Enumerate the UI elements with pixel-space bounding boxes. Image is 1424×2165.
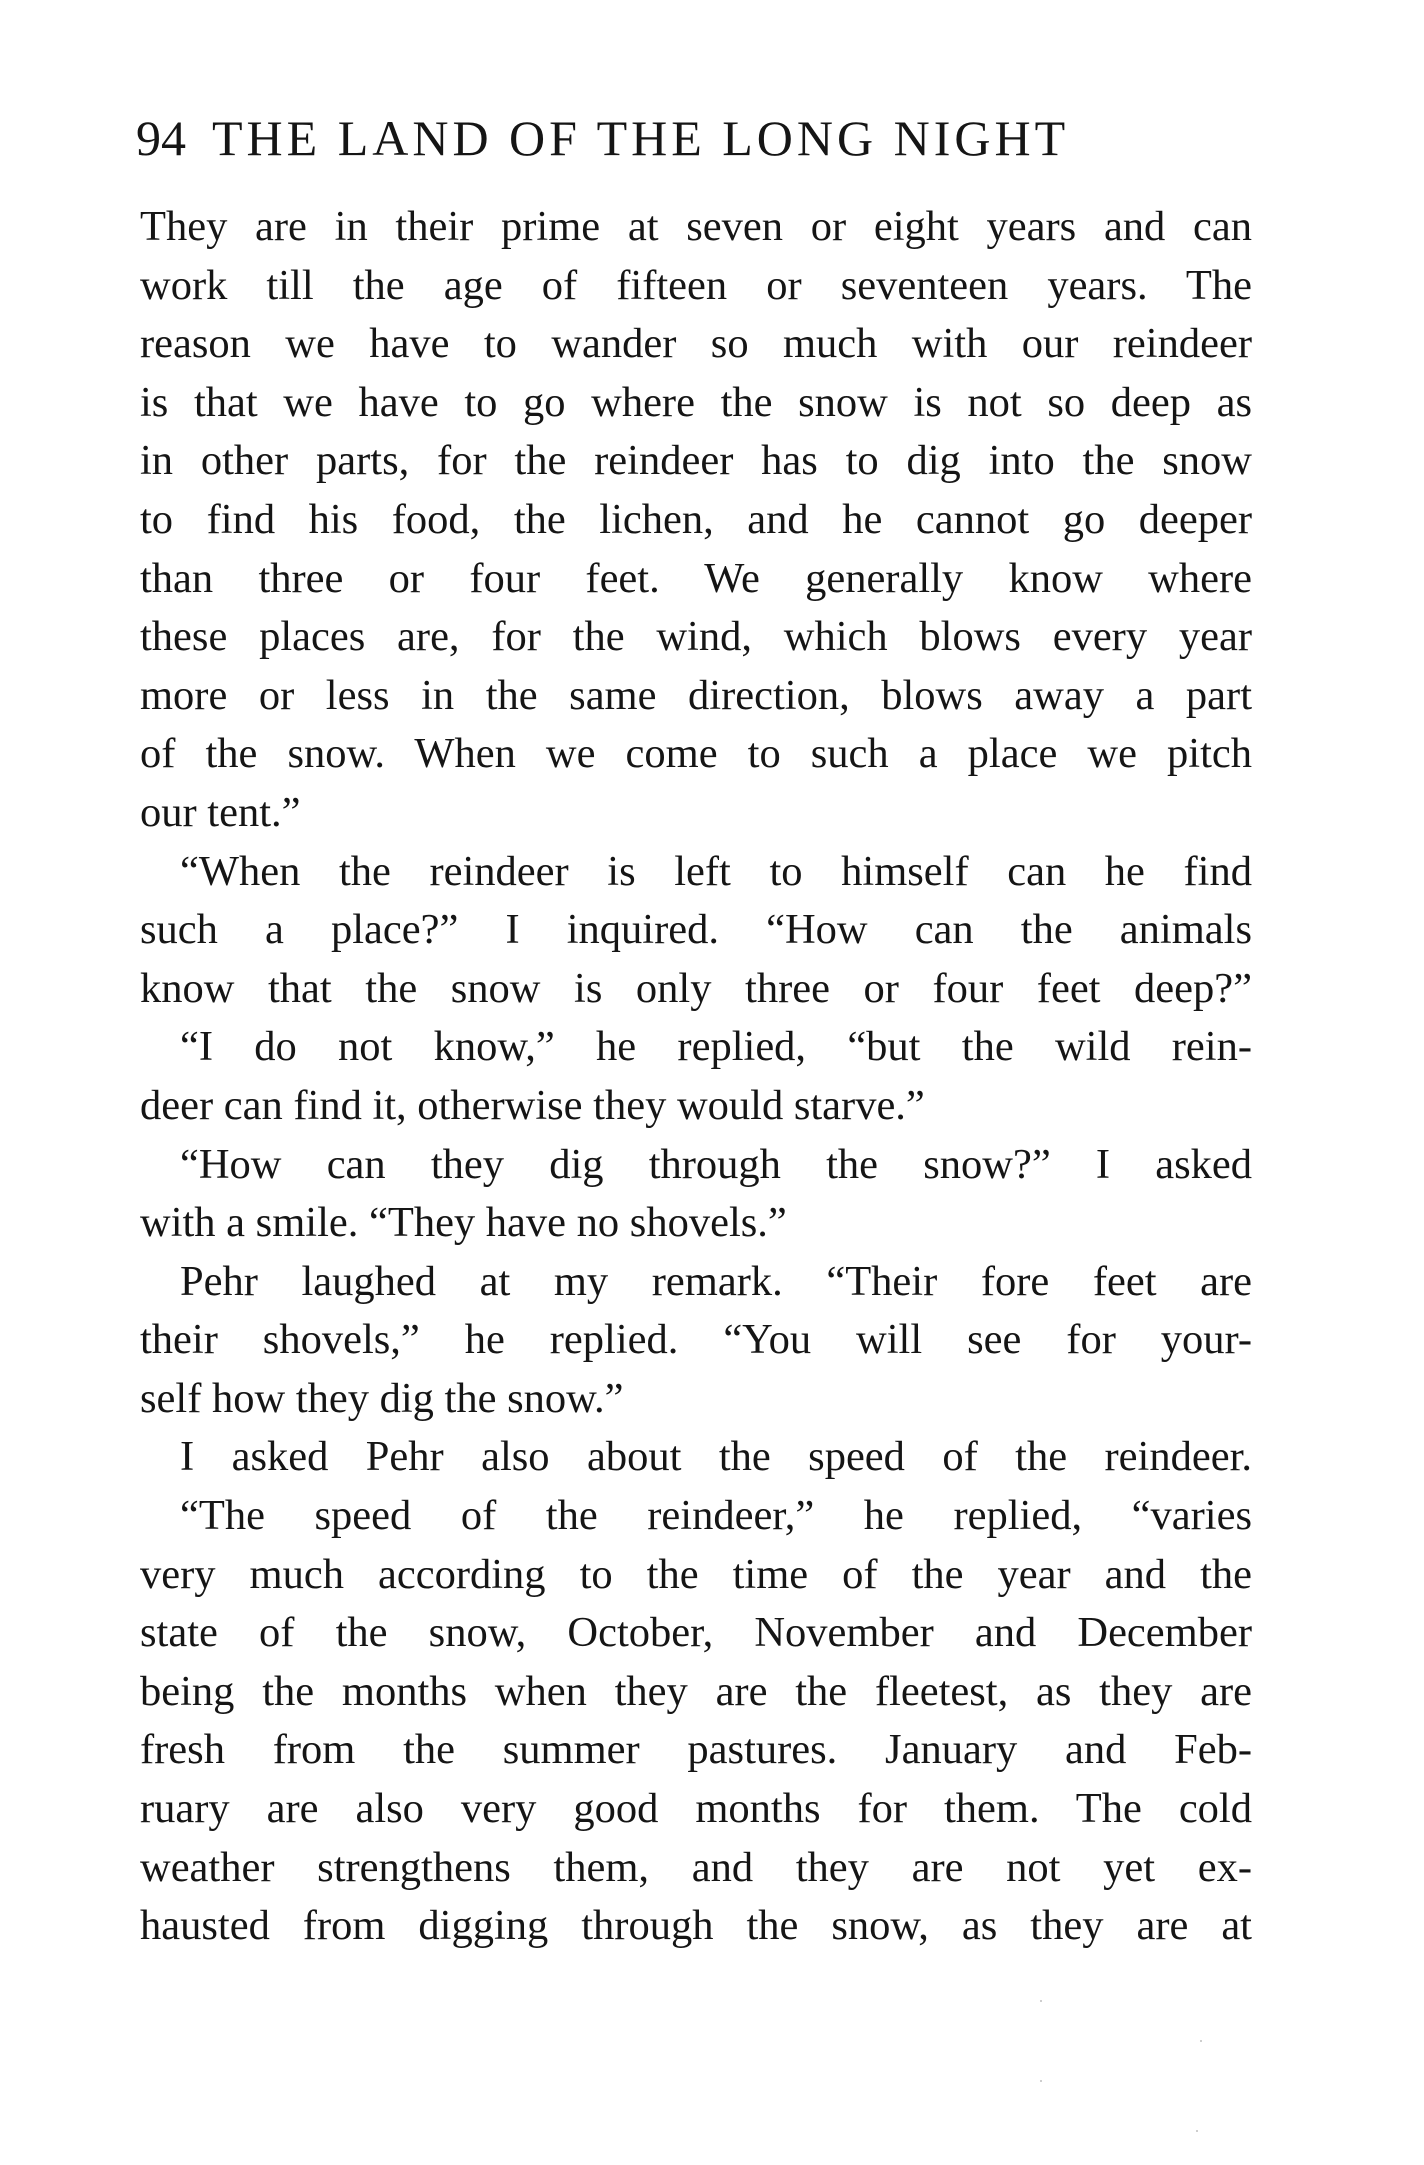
text-line: being the months when they are the fleetest, as they are: [140, 1667, 1252, 1715]
text-line: with a smile. “They have no shovels.”: [140, 1199, 787, 1247]
text-line: know that the snow is only three or four feet deep?”: [140, 964, 1252, 1012]
text-line: I asked Pehr also about the speed of the reindeer.: [180, 1433, 1252, 1481]
text-line: “How can they dig through the snow?” I asked: [180, 1140, 1252, 1188]
text-line: hausted from digging through the snow, as they are at: [140, 1902, 1252, 1950]
text-line: “I do not know,” he replied, “but the wild rein-: [180, 1023, 1252, 1071]
text-line: their shovels,” he replied. “You will see for your-: [140, 1316, 1252, 1364]
text-line: of the snow. When we come to such a place we pitch: [140, 730, 1252, 778]
text-line: “The speed of the reindeer,” he replied, “varies: [180, 1492, 1252, 1540]
page-number: 94: [136, 110, 186, 166]
text-line: deer can find it, otherwise they would starve.”: [140, 1081, 925, 1129]
text-line: weather strengthens them, and they are not yet ex-: [140, 1843, 1252, 1891]
paper-speck: [1040, 2080, 1042, 2082]
text-line: “When the reindeer is left to himself can he find: [180, 847, 1252, 895]
text-line: in other parts, for the reindeer has to dig into the snow: [140, 437, 1252, 485]
text-line: state of the snow, October, November and December: [140, 1609, 1252, 1657]
running-head-title: THE LAND OF THE LONG NIGHT: [212, 110, 1070, 166]
text-line: They are in their prime at seven or eight years and can: [140, 203, 1252, 250]
text-line: ruary are also very good months for them. The cold: [140, 1785, 1252, 1833]
text-line: self how they dig the snow.”: [140, 1374, 624, 1422]
text-line: work till the age of fifteen or seventeen years. The: [140, 261, 1252, 309]
paper-speck: [1196, 2130, 1198, 2132]
paper-speck: [1200, 2040, 1202, 2042]
text-line: is that we have to go where the snow is not so deep as: [140, 378, 1252, 426]
text-line: fresh from the summer pastures. January and Feb-: [140, 1726, 1252, 1774]
text-line: reason we have to wander so much with our reindeer: [140, 320, 1252, 368]
text-line: than three or four feet. We generally know where: [140, 554, 1252, 602]
text-line: very much according to the time of the year and the: [140, 1550, 1252, 1598]
body-text: [140, 198, 1252, 1956]
text-line: to find his food, the lichen, and he cannot go deeper: [140, 495, 1252, 543]
text-line: our tent.”: [140, 788, 301, 836]
text-line: more or less in the same direction, blows away a part: [140, 671, 1252, 719]
text-line: Pehr laughed at my remark. “Their fore feet are: [180, 1257, 1252, 1305]
running-head: [136, 108, 1252, 168]
paper-speck: [1040, 2000, 1042, 2002]
text-line: such a place?” I inquired. “How can the animals: [140, 906, 1252, 954]
text-line: these places are, for the wind, which blows every year: [140, 613, 1252, 661]
